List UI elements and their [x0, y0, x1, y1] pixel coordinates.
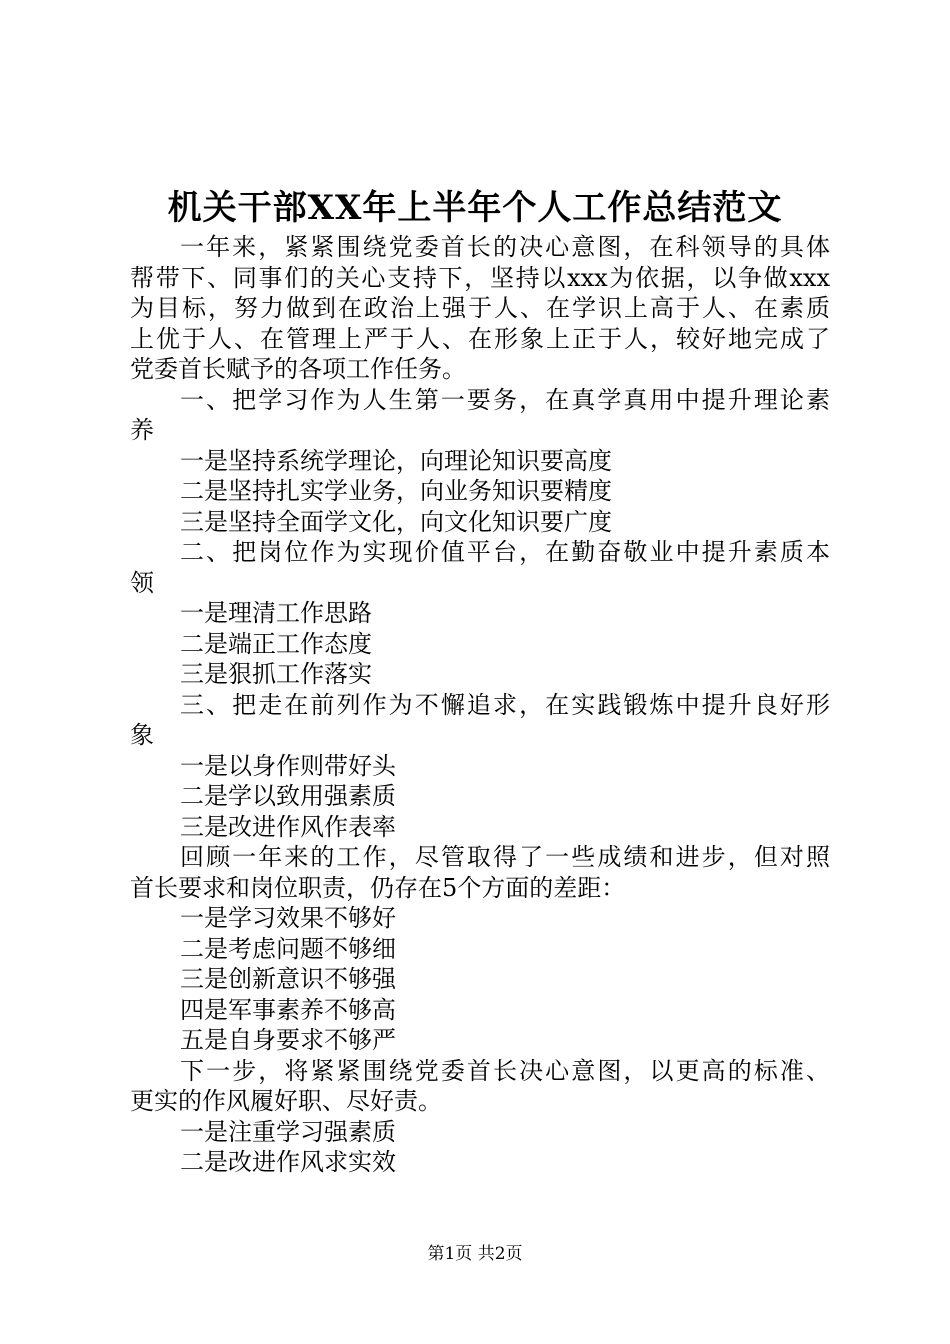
paragraph-line: 三是创新意识不够强	[180, 965, 396, 993]
paragraph-line: 一、把学习作为人生第一要务，在真学真用中提升理论素	[180, 385, 830, 414]
paragraph-line: 二、把岗位作为实现价值平台，在勤奋敬业中提升素质本	[180, 538, 830, 566]
paragraph-line: 五是自身要求不够严	[180, 1026, 396, 1054]
paragraph-line: 帮带下、同事们的关心支持下，坚持以xxx为依据，以争做xxx	[130, 263, 830, 292]
paragraph-line: 党委首长赋予的各项工作任务。	[130, 355, 466, 383]
paragraph-line: 二是学以致用强素质	[180, 782, 396, 810]
paragraph-line: 更实的作风履好职、尽好责。	[130, 1087, 442, 1115]
paragraph-line: 为目标，努力做到在政治上强于人、在学识上高于人、在素质	[130, 294, 830, 322]
paragraph-line: 三是狠抓工作落实	[180, 660, 372, 688]
paragraph-line: 三是坚持全面学文化，向文化知识要广度	[180, 507, 612, 536]
paragraph-line: 二是考虑问题不够细	[180, 934, 396, 963]
paragraph-line: 一是以身作则带好头	[180, 751, 396, 780]
page-footer: 第1页 共2页	[427, 1244, 523, 1264]
paragraph-line: 下一步，将紧紧围绕党委首长决心意图，以更高的标准、	[180, 1056, 830, 1085]
paragraph-line: 象	[130, 721, 154, 749]
paragraph-line: 领	[130, 568, 154, 597]
paragraph-line: 一是注重学习强素质	[180, 1117, 396, 1146]
document-body	[130, 232, 830, 1178]
paragraph-line: 一是坚持系统学理论，向理论知识要高度	[180, 446, 612, 475]
paragraph-line: 二是坚持扎实学业务，向业务知识要精度	[180, 477, 612, 505]
paragraph-line: 回顾一年来的工作，尽管取得了一些成绩和进步，但对照	[180, 843, 830, 871]
paragraph-line: 三、把走在前列作为不懈追求，在实践锻炼中提升良好形	[180, 690, 830, 719]
paragraph-line: 四是军事素养不够高	[180, 995, 396, 1024]
paragraph-line: 上优于人、在管理上严于人、在形象上正于人，较好地完成了	[130, 324, 830, 353]
paragraph-line: 三是改进作风作表率	[180, 812, 396, 841]
paragraph-line: 一年来，紧紧围绕党委首长的决心意图，在科领导的具体	[180, 233, 830, 261]
paragraph-line: 一是学习效果不够好	[180, 904, 396, 932]
page-title: 机关干部XX年上半年个人工作总结范文	[167, 188, 783, 228]
paragraph-line: 二是端正工作态度	[180, 629, 372, 658]
paragraph-line: 二是改进作风求实效	[180, 1148, 396, 1176]
paragraph-line: 养	[130, 416, 154, 444]
paragraph-line: 首长要求和岗位职责，仍存在5个方面的差距：	[130, 873, 626, 902]
paragraph-line: 一是理清工作思路	[180, 599, 372, 627]
